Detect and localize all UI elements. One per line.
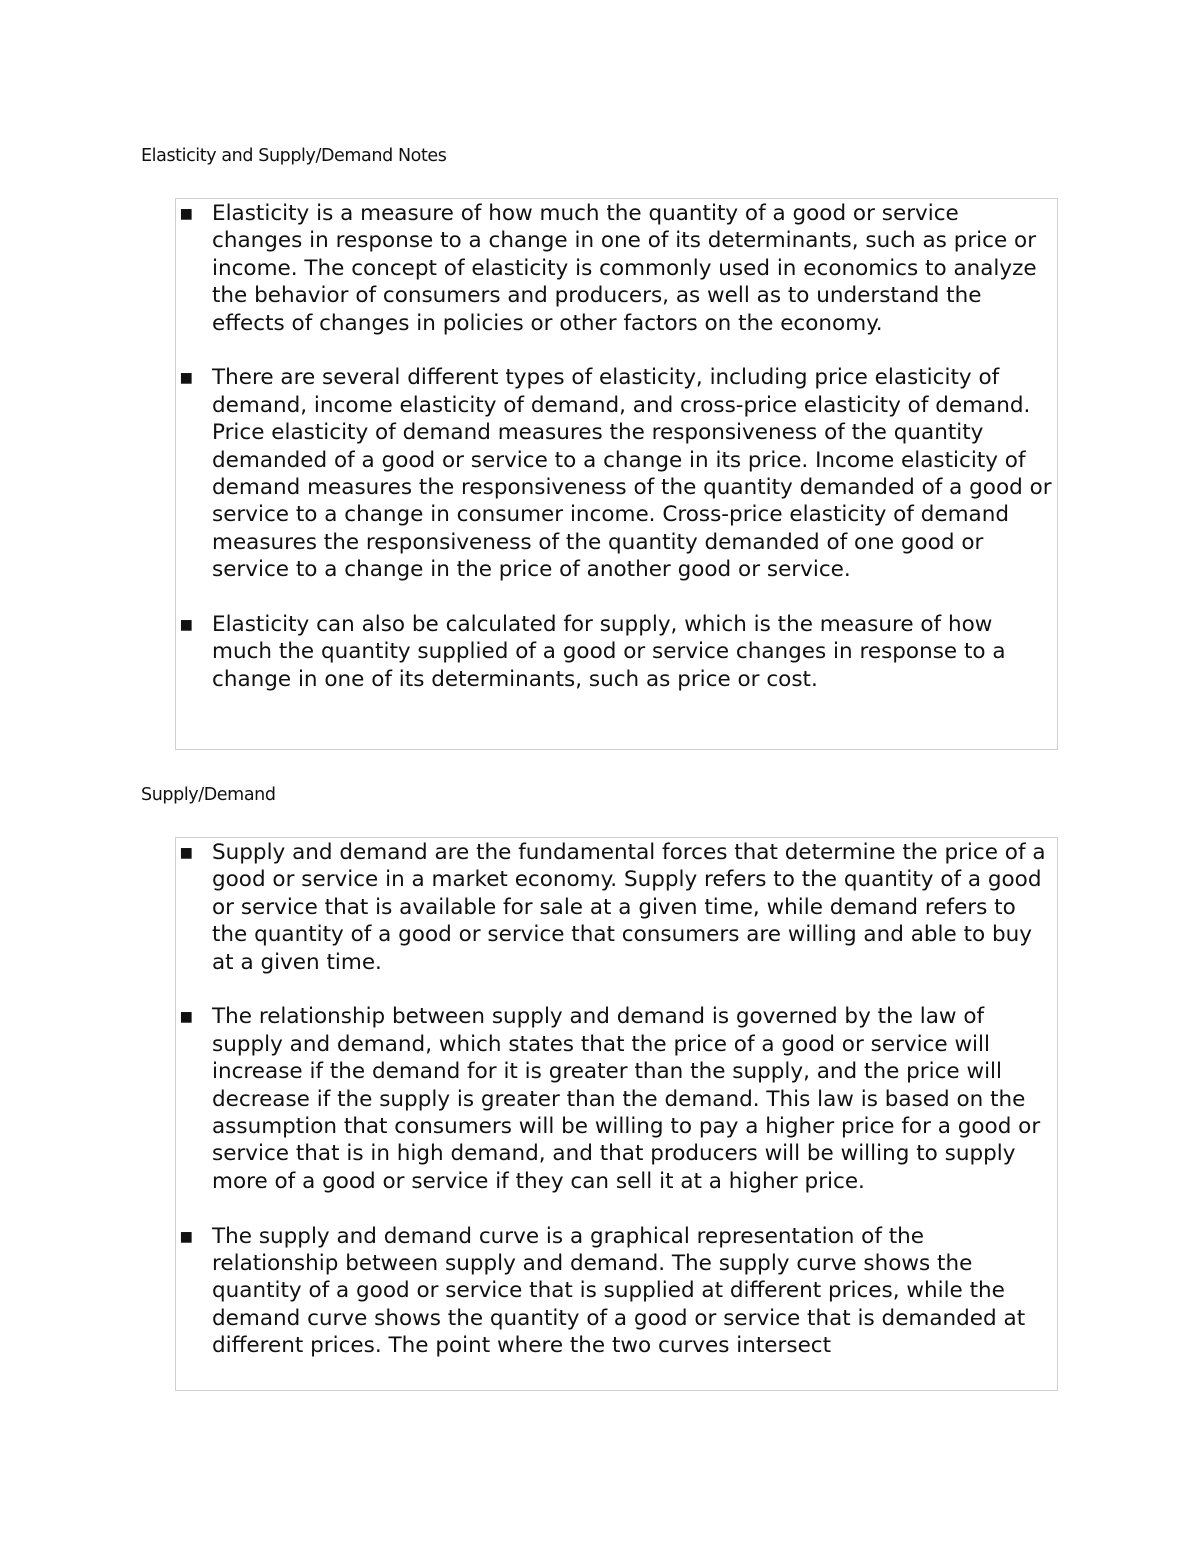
bullet-icon: ▪ [179,1004,194,1030]
list-item-text: There are several different types of elasticity, including price elasticity of demand, income elasticity of demand, and cross-price elasticity of demand. Price elasticity of demand measures the responsiveness of the quantity demanded of a good or service to a change in its price. Income elasticity of demand measures the responsiveness of the quantity demanded of a good or service to a change in consumer income. Cross-price elasticity of demand measures the responsiveness of the quantity demanded of one good or service to a change in the price of another good or service. [212,365,1052,583]
list-item-text: The relationship between supply and demand is governed by the law of supply and demand, which states that the price of a good or service will increase if the demand for it is greater than the supply, and the price will decrease if the supply is greater than the demand. This law is based on the assumption that consumers will be willing to pay a higher price for a good or service that is in high demand, and that producers will be willing to supply more of a good or service if they can sell it at a higher price. [212,1004,1041,1194]
section-heading-elasticity: Elasticity and Supply/Demand Notes [141,146,447,166]
bullet-list [176,200,1057,693]
list-item-text: Supply and demand are the fundamental forces that determine the price of a good or service in a market economy. Supply refers to the quantity of a good or service that is available for sale at a given time, while demand refers to the quantity of a good or service that consumers are willing and able to buy at a given time. [212,840,1046,975]
notes-box-elasticity [175,198,1058,750]
bullet-icon: ▪ [179,840,194,865]
notes-box-supply-demand [175,837,1058,1391]
list-item-text: Elasticity is a measure of how much the quantity of a good or service changes in response to a change in one of its determinants, such as price or income. The concept of elasticity is commonly used in economics to analyze the behavior of consumers and producers, as well as to understand the effects of changes in policies or other factors on the economy. [212,201,1037,336]
bullet-icon: ▪ [179,1223,194,1249]
bullet-list [176,839,1057,1360]
bullet-icon: ▪ [179,612,194,638]
bullet-icon: ▪ [179,365,194,391]
list-item [176,611,1057,693]
list-item-text: Elasticity can also be calculated for supply, which is the measure of how much the quantity supplied of a good or service changes in response to a change in one of its determinants, such as price or cost. [212,612,1006,692]
list-item-text: The supply and demand curve is a graphical representation of the relationship between supply and demand. The supply curve shows the quantity of a good or service that is supplied at different prices, while the demand curve shows the quantity of a good or service that is demanded at different prices. The point where the two curves intersect [212,1223,1026,1359]
list-item [176,364,1057,583]
list-item [176,200,1057,337]
list-item [176,1223,1057,1360]
list-item [176,1003,1057,1195]
bullet-icon: ▪ [179,201,194,226]
section-heading-supply-demand: Supply/Demand [141,785,276,805]
list-item [176,839,1057,976]
